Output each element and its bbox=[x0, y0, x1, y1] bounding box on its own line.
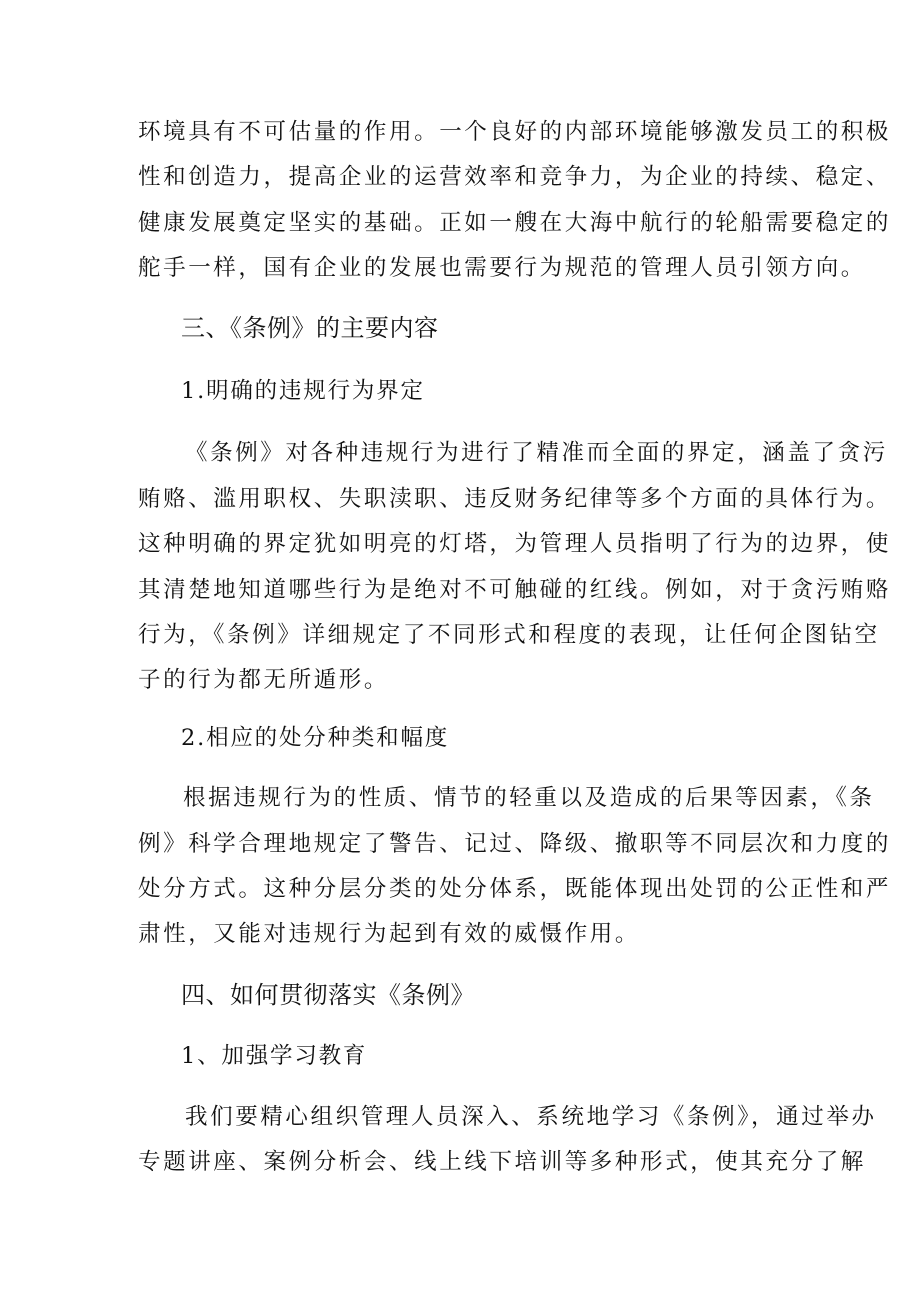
paragraph-line: 处分方式。这种分层分类的处分体系，既能体现出处罚的公正性和严 bbox=[138, 876, 892, 902]
paragraph-line: 专题讲座、案例分析会、线上线下培训等多种形式，使其充分了解 bbox=[138, 1149, 866, 1175]
paragraph-line: 根据违规行为的性质、情节的轻重以及造成的后果等因素，《条 bbox=[183, 785, 875, 811]
paragraph-line: 性和创造力，提高企业的运营效率和竞争力，为企业的持续、稳定、 bbox=[138, 164, 892, 190]
subsection-heading: 1、加强学习教育 bbox=[181, 1043, 368, 1069]
paragraph-line: 我们要精心组织管理人员深入、系统地学习《条例》，通过举办 bbox=[185, 1104, 877, 1130]
paragraph-line: 健康发展奠定坚实的基础。正如一艘在大海中航行的轮船需要稳定的 bbox=[138, 210, 892, 236]
paragraph-line: 肃性，又能对违规行为起到有效的威慑作用。 bbox=[138, 921, 641, 947]
paragraph-line: 《条例》对各种违规行为进行了精准而全面的界定，涵盖了贪污 bbox=[185, 440, 888, 466]
section-heading: 三、《条例》的主要内容 bbox=[181, 314, 439, 342]
paragraph-line: 行为，《条例》详细规定了不同形式和程度的表现，让任何企图钻空 bbox=[138, 622, 880, 648]
paragraph-line: 这种明确的界定犹如明亮的灯塔，为管理人员指明了行为的边界，使 bbox=[138, 531, 892, 557]
paragraph-line: 其清楚地知道哪些行为是绝对不可触碰的红线。例如，对于贪污贿赂 bbox=[138, 577, 892, 603]
paragraph-line: 子的行为都无所遁形。 bbox=[138, 667, 390, 693]
subsection-heading: 1.明确的违规行为界定 bbox=[181, 378, 425, 404]
paragraph-line: 贿赂、滥用职权、失职渎职、违反财务纪律等多个方面的具体行为。 bbox=[138, 486, 892, 512]
section-heading: 四、如何贯彻落实《条例》 bbox=[181, 981, 475, 1009]
paragraph-line: 环境具有不可估量的作用。一个良好的内部环境能够激发员工的积极 bbox=[138, 119, 892, 145]
subsection-heading: 2.相应的处分种类和幅度 bbox=[181, 725, 450, 751]
paragraph-line: 舵手一样，国有企业的发展也需要行为规范的管理人员引领方向。 bbox=[138, 255, 866, 281]
paragraph-line: 例》科学合理地规定了警告、记过、降级、撤职等不同层次和力度的 bbox=[138, 831, 892, 857]
